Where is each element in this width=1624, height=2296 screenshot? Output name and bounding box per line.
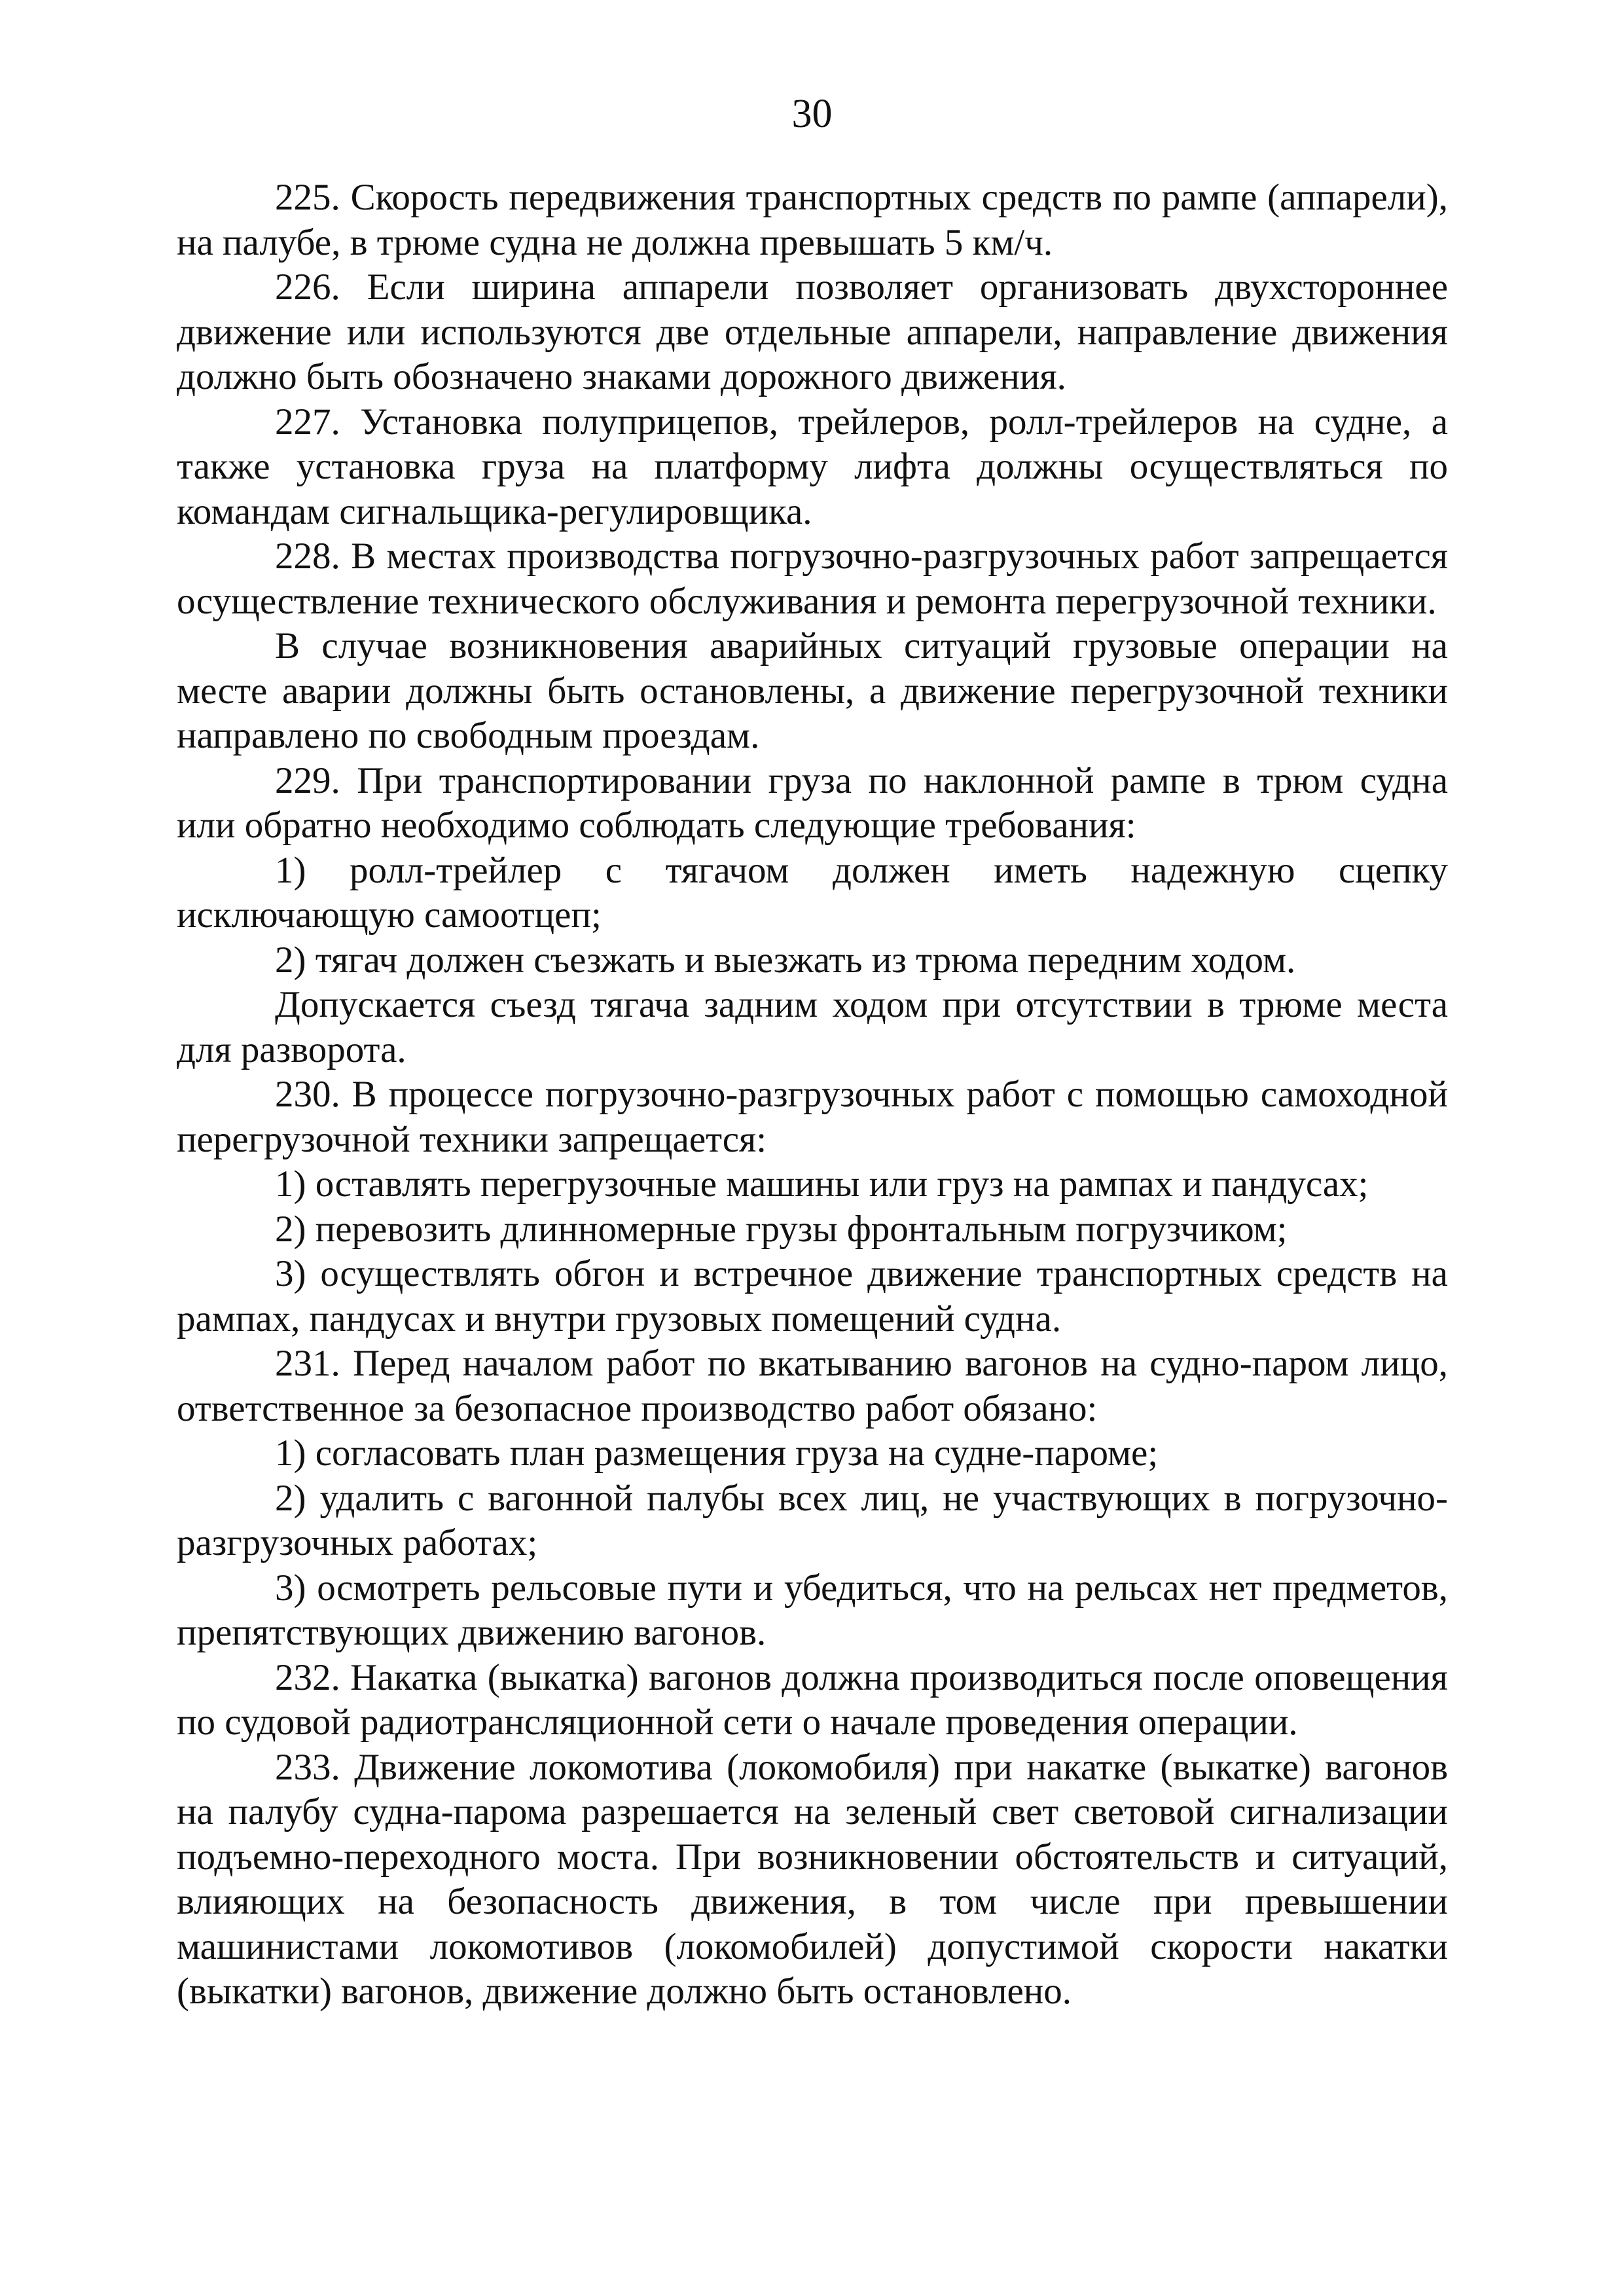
- paragraph-231-item-1: 1) согласовать план размещения груза на судне-пароме;: [275, 1432, 1159, 1474]
- paragraph-226: 226. Если ширина аппарели позволяет организовать двухстороннее движение или используются две отдельные аппарели, направление движения должно быть обозначено знаками дорожного движения.: [177, 266, 1448, 397]
- paragraph-229-item-2: 2) тягач должен съезжать и выезжать из трюма передним ходом.: [275, 939, 1296, 981]
- paragraph-228-emergency: В случае возникновения аварийных ситуаций грузовые операции на месте аварии должны быть остановлены, а движение перегрузочной техники направлено по свободным проездам.: [177, 625, 1448, 756]
- paragraph-230-item-3: 3) осуществлять обгон и встречное движение транспортных средств на рампах, пандусах и внутри грузовых помещений судна.: [177, 1253, 1448, 1339]
- paragraph-229: 229. При транспортировании груза по наклонной рампе в трюм судна или обратно необходимо соблюдать следующие требования:: [177, 759, 1448, 846]
- paragraph-231-item-3: 3) осмотреть рельсовые пути и убедиться, что на рельсах нет предметов, препятствующих движению вагонов.: [177, 1567, 1448, 1653]
- paragraph-232: 232. Накатка (выкатка) вагонов должна производиться после оповещения по судовой радиотрансляционной сети о начале проведения операции.: [177, 1656, 1448, 1743]
- paragraph-231: 231. Перед началом работ по вкатыванию вагонов на судно-паром лицо, ответственное за безопасное производство работ обязано:: [177, 1343, 1448, 1429]
- paragraph-227: 227. Установка полуприцепов, трейлеров, ролл-трейлеров на судне, а также установка груза на платформу лифта должны осуществляться по командам сигнальщика-регулировщика.: [177, 401, 1448, 532]
- paragraph-233: 233. Движение локомотива (локомобиля) при накатке (выкатке) вагонов на палубу судна-парома разрешается на зеленый свет световой сигнализации подъемно-переходного моста. При возникновении обстоятельств и ситуаций, влияющих на безопасность движения, в том числе при превышении машинистами локомотивов (локомобилей) допустимой скорости накатки (выкатки) вагонов, движение должно быть остановлено.: [177, 1746, 1448, 2012]
- paragraph-225: 225. Скорость передвижения транспортных средств по рампе (аппарели), на палубе, в трюме судна не должна превышать 5 км/ч.: [177, 177, 1448, 263]
- paragraph-230: 230. В процессе погрузочно-разгрузочных работ с помощью самоходной перегрузочной техники запрещается:: [177, 1074, 1448, 1160]
- paragraph-231-item-2: 2) удалить с вагонной палубы всех лиц, не участвующих в погрузочно-разгрузочных работах;: [177, 1477, 1448, 1563]
- paragraph-229-note: Допускается съезд тягача задним ходом при отсутствии в трюме места для разворота.: [177, 984, 1448, 1070]
- paragraph-230-item-1: 1) оставлять перегрузочные машины или груз на рампах и пандусах;: [275, 1163, 1369, 1205]
- page-number: 30: [791, 92, 833, 136]
- paragraph-229-item-1: 1) ролл-трейлер с тягачом должен иметь надежную сцепку исключающую самоотцеп;: [177, 849, 1448, 936]
- paragraph-228: 228. В местах производства погрузочно-разгрузочных работ запрещается осуществление технического обслуживания и ремонта перегрузочной техники.: [177, 536, 1448, 622]
- paragraph-230-item-2: 2) перевозить длинномерные грузы фронтальным погрузчиком;: [275, 1208, 1288, 1250]
- document-body: [177, 175, 1448, 2014]
